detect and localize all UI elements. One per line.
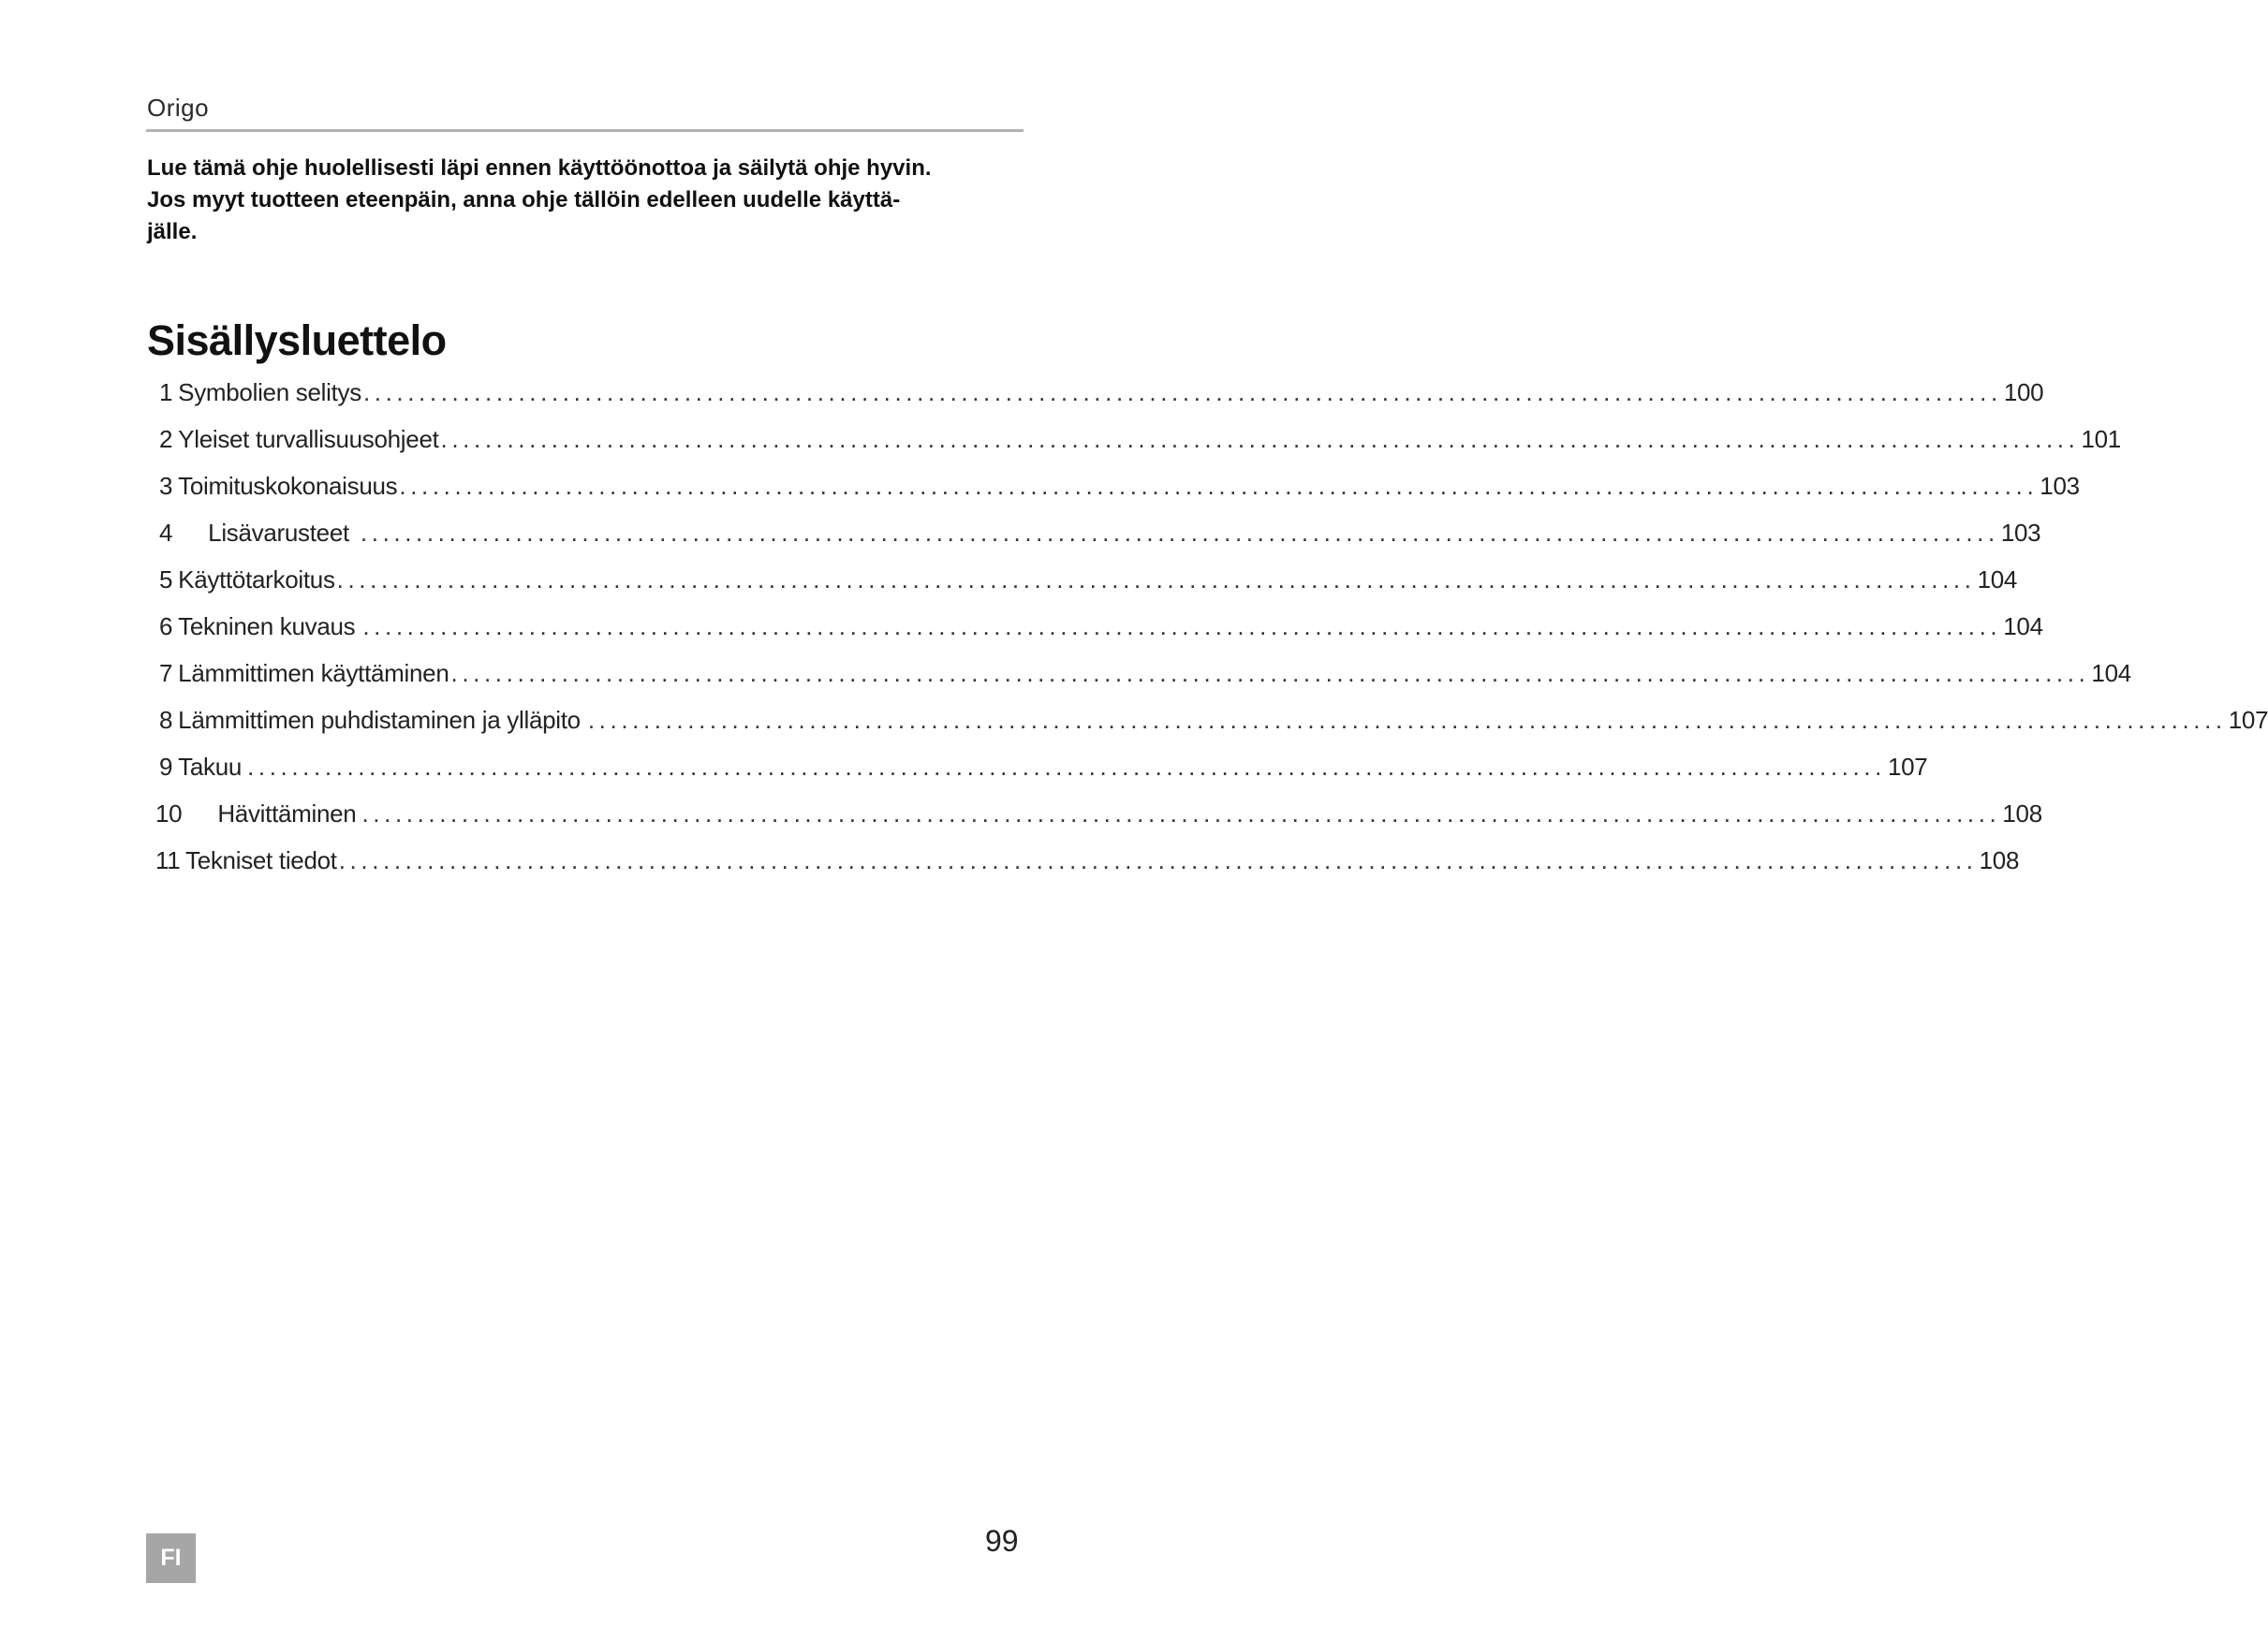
toc-entry[interactable]	[159, 753, 1928, 790]
toc-entry-page: 107	[2228, 706, 2268, 734]
toc-entry-number: 6	[159, 612, 173, 640]
toc-leader-dots: ....................................................................................................................................................	[440, 425, 2080, 453]
toc-entry-number: 4	[159, 519, 173, 547]
toc-leader-dots: ....................................................................................................................................................	[360, 519, 1999, 547]
toc-leader-dots: ....................................................................................................................................................	[247, 753, 1886, 781]
toc-entry[interactable]	[159, 519, 2041, 556]
language-badge: FI	[146, 1533, 196, 1583]
toc-entry-title: Toimituskokonaisuus	[178, 472, 398, 500]
toc-entry[interactable]	[159, 472, 2080, 509]
toc-entry-page: 101	[2081, 425, 2121, 453]
intro-notice	[147, 153, 1037, 248]
toc-entry-page: 104	[1977, 565, 2018, 594]
toc-leader-dots: ....................................................................................................................................................	[450, 659, 2090, 687]
toc-entry-title: Yleiset turvallisuusohjeet	[178, 425, 439, 453]
toc-entry-title: Tekniset tiedot	[185, 846, 337, 874]
toc-entry-title: Lämmittimen käyttäminen	[178, 659, 449, 687]
toc-entry-title: Lämmittimen puhdistaminen ja ylläpito	[178, 706, 581, 734]
intro-line: Jos myyt tuotteen eteenpäin, anna ohje tällöin edelleen uudelle käyttä-	[147, 187, 901, 213]
toc-entry[interactable]	[159, 706, 2268, 743]
toc-entry[interactable]	[159, 425, 2121, 462]
intro-line: jälle.	[147, 219, 198, 244]
toc-entry-title: Käyttötarkoitus	[178, 565, 335, 594]
toc-entry-page: 103	[2000, 519, 2041, 547]
toc-entry-title: Tekninen kuvaus	[178, 612, 356, 640]
toc-leader-dots: ....................................................................................................................................................	[362, 612, 2002, 640]
header-divider	[146, 129, 1024, 132]
toc-entry[interactable]	[155, 846, 2020, 884]
toc-leader-dots: ....................................................................................................................................................	[362, 378, 2002, 406]
toc-entry-title: Lisävarusteet	[208, 519, 349, 547]
toc-leader-dots: ....................................................................................................................................................	[361, 799, 2001, 828]
toc-entry-page: 108	[1979, 846, 2020, 874]
toc-entry-title: Hävittäminen	[217, 799, 357, 828]
toc-entry-title: Symbolien selitys	[178, 378, 361, 406]
toc-entry-number: 8	[159, 706, 173, 734]
toc-entry[interactable]	[159, 378, 2044, 416]
toc-entry-number: 10	[155, 799, 183, 828]
toc-leader-dots: ....................................................................................................................................................	[338, 846, 1978, 874]
toc-entry-number: 9	[159, 753, 173, 781]
toc-heading: Sisällysluettelo	[147, 316, 447, 364]
toc-entry-page: 104	[2003, 612, 2043, 640]
toc-leader-dots: ....................................................................................................................................................	[399, 472, 2039, 500]
toc-leader-dots: ....................................................................................................................................................	[336, 565, 1976, 594]
toc-entry-page: 103	[2040, 472, 2080, 500]
toc-entry-number: 1	[159, 378, 173, 406]
toc-entry-page: 104	[2091, 659, 2131, 687]
toc-entry-page: 108	[2002, 799, 2042, 828]
toc-entry-number: 3	[159, 472, 173, 500]
toc-entry-number: 7	[159, 659, 173, 687]
running-header: Origo	[147, 94, 210, 122]
toc-entry-number: 11	[155, 846, 181, 874]
intro-line: Lue tämä ohje huolellisesti läpi ennen käyttöönottoa ja säilytä ohje hyvin.	[147, 155, 932, 181]
toc-entry[interactable]	[159, 659, 2131, 696]
toc-entry[interactable]	[155, 799, 2042, 837]
page-number: 99	[985, 1524, 1019, 1558]
toc-entry-page: 107	[1887, 753, 1928, 781]
toc-entry[interactable]	[159, 565, 2018, 603]
toc-entry-number: 5	[159, 565, 173, 594]
toc-entry[interactable]	[159, 612, 2043, 650]
toc-entry-page: 100	[2003, 378, 2044, 406]
toc-entry-number: 2	[159, 425, 173, 453]
toc-leader-dots: ....................................................................................................................................................	[587, 706, 2227, 734]
toc-entry-title: Takuu	[178, 753, 243, 781]
